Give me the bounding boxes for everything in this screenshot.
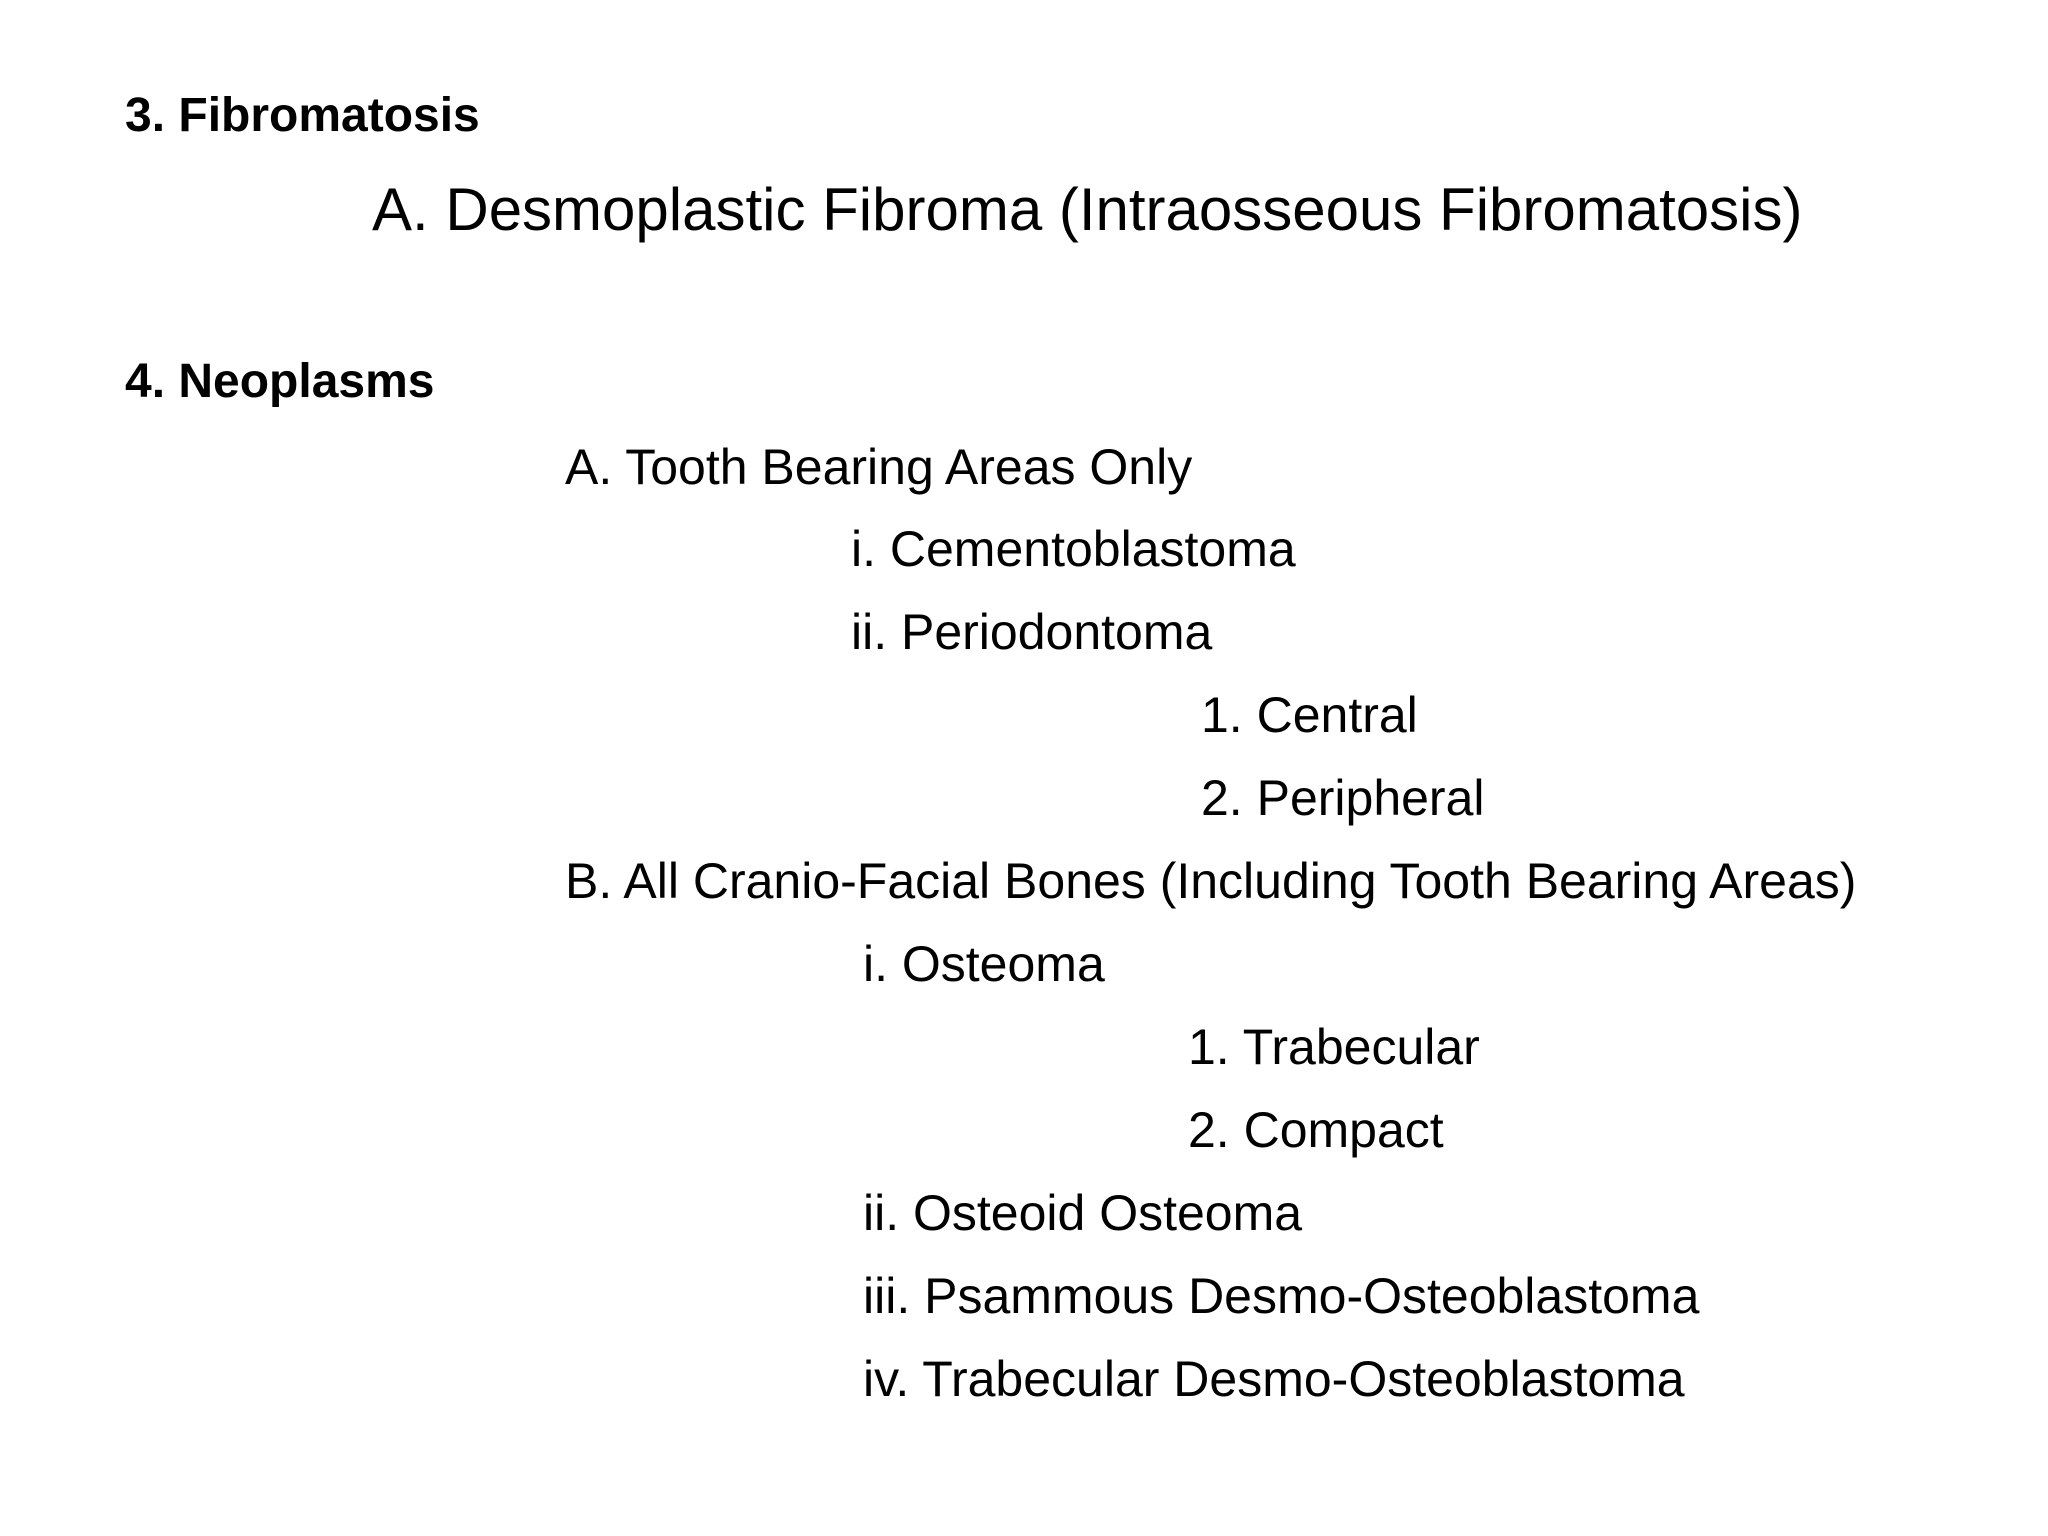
osteoma-trabecular: 1. Trabecular [1188, 1019, 1480, 1075]
group-a-item-cementoblastoma: i. Cementoblastoma [851, 521, 1296, 577]
group-b-item-psammous-desmo-osteoblastoma: iii. Psammous Desmo-Osteoblastoma [863, 1268, 1700, 1324]
group-b-item-osteoid-osteoma: ii. Osteoid Osteoma [863, 1185, 1303, 1241]
group-a-label: A. Tooth Bearing Areas Only [565, 439, 1193, 495]
group-b-label: B. All Cranio-Facial Bones (Including Tooth Bearing Areas) [565, 853, 1857, 909]
periodontoma-peripheral: 2. Peripheral [1201, 770, 1485, 826]
group-b-item-trabecular-desmo-osteoblastoma: iv. Trabecular Desmo-Osteoblastoma [863, 1351, 1685, 1407]
group-a-item-periodontoma: ii. Periodontoma [851, 604, 1213, 660]
section-3-heading: 3. Fibromatosis [125, 89, 480, 142]
periodontoma-central: 1. Central [1201, 687, 1418, 743]
osteoma-compact: 2. Compact [1188, 1102, 1444, 1158]
section-4-heading: 4. Neoplasms [125, 355, 435, 408]
desmoplastic-fibroma-item: A. Desmoplastic Fibroma (Intraosseous Fibromatosis) [372, 176, 1803, 243]
group-b-item-osteoma: i. Osteoma [863, 936, 1105, 992]
